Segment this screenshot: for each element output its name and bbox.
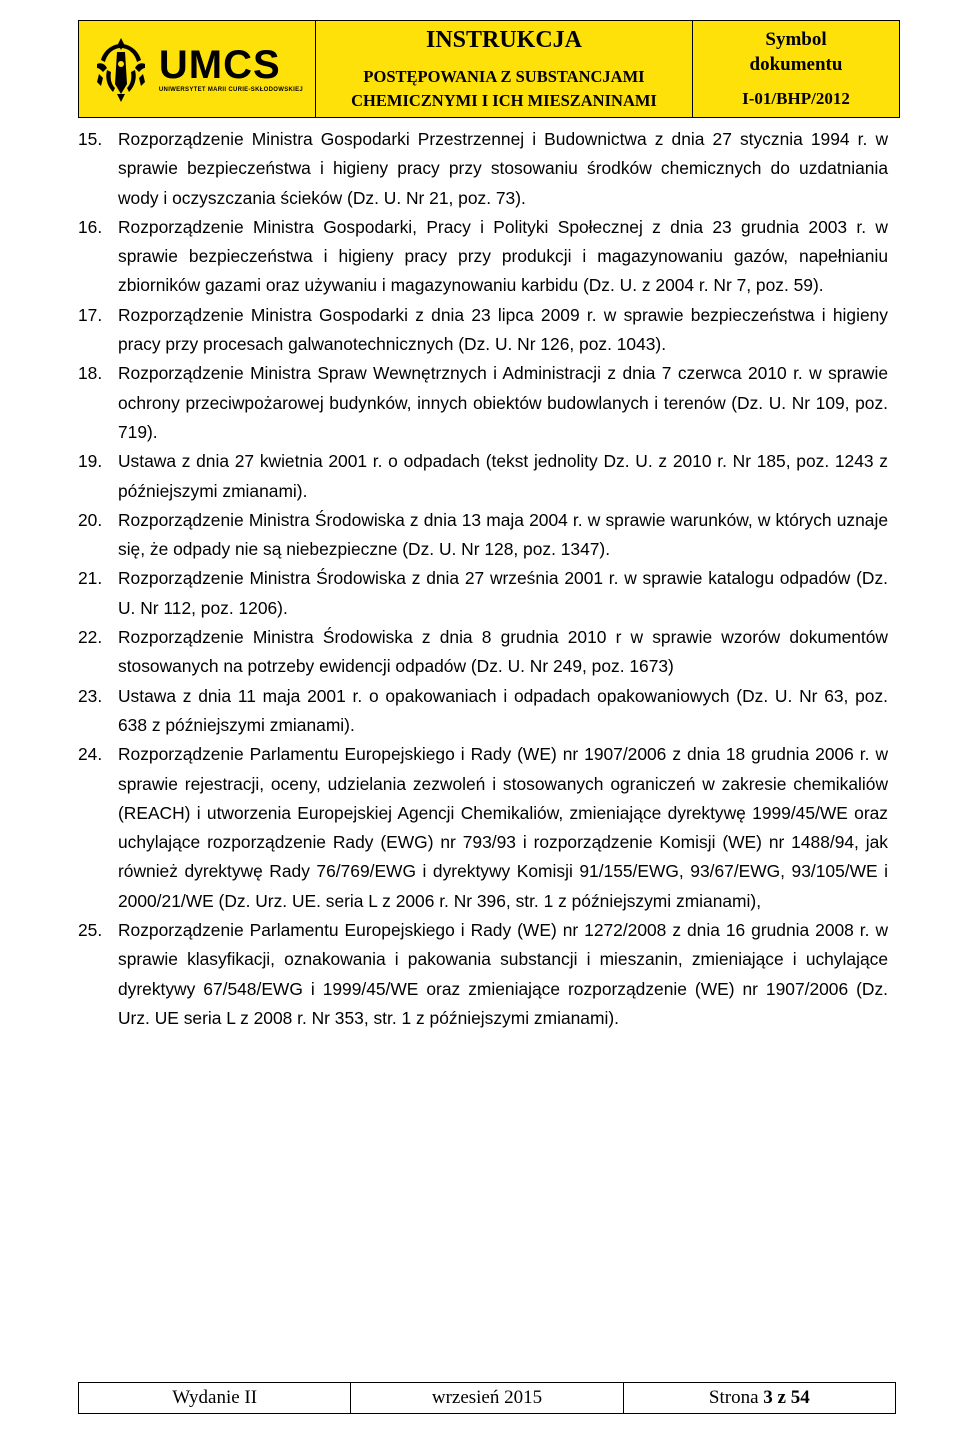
list-item-number: 23. — [78, 685, 103, 706]
list-item-number: 15. — [78, 129, 103, 149]
list-item-text: Ustawa z dnia 11 maja 2001 r. o opakowaniach i odpadach opakowaniowych (Dz. U. Nr 63, poz. 638 z późniejszymi zmianami). — [118, 685, 888, 735]
symbol-value: I-01/BHP/2012 — [742, 89, 850, 108]
list-item — [78, 623, 888, 682]
list-item — [78, 447, 888, 506]
umcs-crest-icon — [91, 34, 151, 104]
list-item-text: Rozporządzenie Ministra Gospodarki Przestrzennej i Budownictwa z dnia 27 stycznia 1994 r. w sprawie bezpieczeństwa i higieny pracy przy stosowaniu środków chemicznych do uzdatniania wody i oczyszczania ścieków (Dz. U. Nr 21, poz. 73). — [118, 129, 888, 208]
symbol-cell — [693, 21, 900, 118]
logo-cell — [79, 21, 316, 118]
document-title: INSTRUKCJA — [425, 27, 583, 53]
logo-subtitle: UNIWERSYTET MARII CURIE-SKŁODOWSKIEJ — [158, 87, 304, 93]
list-item — [78, 916, 888, 1033]
list-item — [78, 213, 888, 301]
list-item-text: Rozporządzenie Ministra Środowiska z dnia 27 września 2001 r. w sprawie katalogu odpadów (Dz. U. Nr 112, poz. 1206). — [118, 568, 888, 618]
list-item-text: Rozporządzenie Parlamentu Europejskiego i Rady (WE) nr 1272/2008 z dnia 16 grudnia 2008 r. w sprawie klasyfikacji, oznakowania i pakowania substancji i mieszanin, zmieniające i uchylające dyrektywy 67/548/EWG i 1999/45/WE oraz zmieniające rozporządzenie (WE) nr 1907/2006 (Dz. Urz. UE seria L z 2008 r. Nr 353, str. 1 z późniejszymi zmianami). — [118, 920, 888, 1028]
list-item-number: 20. — [78, 509, 103, 530]
list-item-number: 16. — [78, 216, 103, 237]
list-item — [78, 740, 888, 916]
document-footer — [78, 1382, 896, 1414]
list-item-number: 19. — [78, 451, 103, 472]
document-header — [78, 20, 900, 118]
list-item-number: 24. — [78, 744, 103, 765]
list-item-number: 22. — [78, 627, 103, 648]
symbol-label-line2: dokumentu — [749, 54, 843, 75]
list-item-number: 21. — [78, 568, 103, 589]
list-item-text: Rozporządzenie Ministra Spraw Wewnętrznych i Administracji z dnia 7 czerwca 2010 r. w sprawie ochrony przeciwpożarowej budynków, innych obiektów budowlanych i terenów (Dz. U. Nr 109, poz. 719). — [118, 363, 888, 442]
list-item-text: Rozporządzenie Ministra Gospodarki z dnia 23 lipca 2009 r. w sprawie bezpieczeństwa i higieny pracy przy procesach galwanotechnicznych (Dz. U. Nr 126, poz. 1043). — [118, 304, 888, 355]
logo-wordmark: UMCS — [158, 43, 281, 87]
document-subtitle-line2: CHEMICZNYMI I ICH MIESZANINAMI — [351, 91, 657, 110]
list-item — [78, 506, 888, 565]
list-item-number: 18. — [78, 363, 103, 384]
list-item-text: Rozporządzenie Parlamentu Europejskiego i Rady (WE) nr 1907/2006 z dnia 18 grudnia 2006 r. w sprawie rejestracji, oceny, udzielania zezwoleń i stosowanych ograniczeń w zakresie chemikaliów (REACH) i utworzenia Europejskiej Agencji Chemikaliów, zmieniające dyrektywę 1999/45/WE oraz uchylające rozporządzenie Rady (EWG) nr 793/93 i rozporządzenie Komisji (WE) nr 1488/94, jak również dyrektywę Rady 76/769/EWG i dyrektywy Komisji 91/155/EWG, 93/67/EWG, 93/105/WE i 2000/21/WE (Dz. Urz. UE. seria L z 2006 r. Nr 396, str. 1 z późniejszymi zmianami), — [118, 744, 888, 911]
title-cell — [316, 21, 693, 118]
page-cell — [623, 1383, 895, 1414]
list-item — [78, 359, 888, 447]
edition-cell: Wydanie II — [79, 1383, 351, 1414]
list-item-number: 17. — [78, 304, 103, 325]
list-item — [78, 125, 888, 213]
list-item-text: Ustawa z dnia 27 kwietnia 2001 r. o odpadach (tekst jednolity Dz. U. z 2010 r. Nr 185, poz. 1243 z późniejszymi zmianami). — [118, 451, 888, 501]
document-subtitle-line1: POSTĘPOWANIA Z SUBSTANCJAMI — [363, 67, 645, 86]
list-item — [78, 564, 888, 623]
regulations-list — [78, 125, 888, 1033]
list-item-text: Rozporządzenie Ministra Środowiska z dnia 8 grudnia 2010 r w sprawie wzorów dokumentów stosowanych na potrzeby ewidencji odpadów (Dz. U. Nr 249, poz. 1673) — [118, 627, 888, 677]
page-prefix: Strona — [708, 1387, 764, 1408]
list-item-number: 25. — [78, 920, 103, 941]
page-number: 3 z 54 — [763, 1387, 810, 1408]
list-item-text: Rozporządzenie Ministra Gospodarki, Pracy i Polityki Społecznej z dnia 23 grudnia 2003 r. w sprawie bezpieczeństwa i higieny pracy przy produkcji i magazynowaniu gazów, napełnianiu zbiorników gazami oraz używaniu i magazynowaniu karbidu (Dz. U. z 2004 r. Nr 7, poz. 59). — [118, 216, 888, 296]
list-item-text: Rozporządzenie Ministra Środowiska z dnia 13 maja 2004 r. w sprawie warunków, w których uznaje się, że odpady nie są niebezpieczne (Dz. U. Nr 128, poz. 1347). — [118, 509, 888, 560]
date-cell: wrzesień 2015 — [351, 1383, 623, 1414]
list-item — [78, 301, 888, 360]
list-item — [78, 682, 888, 741]
symbol-label-line1: Symbol — [765, 29, 827, 50]
